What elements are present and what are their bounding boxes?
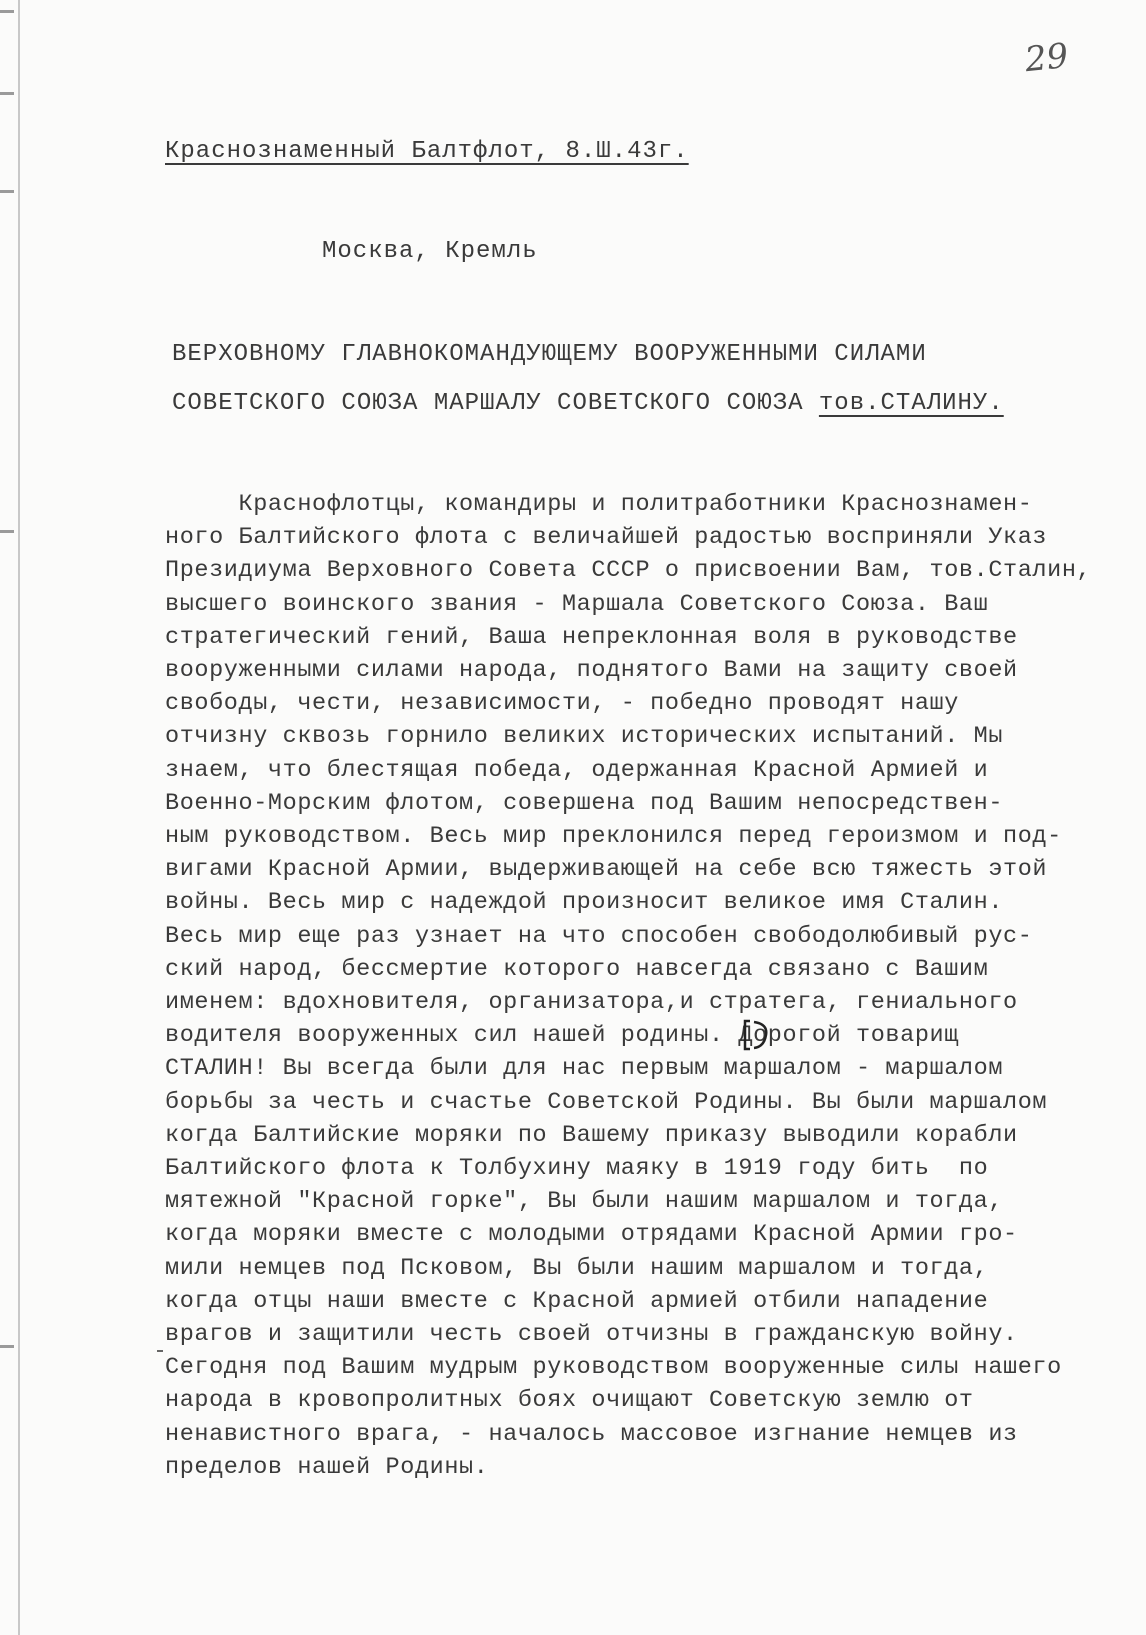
body-line: водителя вооруженных сил нашей родины. Дорогой товарищ	[165, 1022, 959, 1050]
margin-dash-mark	[157, 1350, 163, 1352]
body-line: стратегический гений, Ваша непреклонная воля в руководстве	[165, 623, 1018, 651]
body-line: когда моряки вместе с молодыми отрядами Красной Армии гро-	[165, 1221, 1018, 1249]
body-line: мили немцев под Псковом, Вы были нашим маршалом и тогда,	[165, 1254, 989, 1282]
body-line: знаем, что блестящая победа, одержанная Красной Армией и	[165, 756, 989, 784]
binding-mark	[0, 1345, 14, 1348]
body-line: пределов нашей Родины.	[165, 1453, 489, 1481]
body-line: народа в кровопролитных боях очищают Советскую землю от	[165, 1387, 974, 1415]
body-line: борьбы за честь и счастье Советской Родины. Вы были маршалом	[165, 1088, 1048, 1116]
binding-mark	[0, 530, 14, 533]
page-edge-line	[18, 0, 20, 1635]
body-line: мятежной "Красной горке", Вы были нашим маршалом и тогда,	[165, 1188, 1004, 1216]
addressee-line-2-prefix: СОВЕТСКОГО СОЮЗА МАРШАЛУ СОВЕТСКОГО СОЮЗА	[172, 390, 819, 417]
body-line: СТАЛИН! Вы всегда были для нас первым маршалом - маршалом	[165, 1055, 1004, 1083]
body-line: когда Балтийские моряки по Вашему приказу выводили корабли	[165, 1121, 1018, 1149]
binding-mark	[0, 190, 14, 193]
binding-mark	[0, 10, 14, 13]
header-line: Краснознаменный Балтфлот, 8.Ш.43г.	[165, 138, 689, 165]
body-line: войны. Весь мир с надеждой произносит великое имя Сталин.	[165, 889, 1004, 917]
body-line: ский народ, бессмертие которого навсегда связано с Вашим	[165, 955, 989, 983]
body-line: когда отцы наши вместе с Красной армией отбили нападение	[165, 1287, 989, 1315]
page-number: 29	[1022, 35, 1070, 81]
body-line: ным руководством. Весь мир преклонился перед героизмом и под-	[165, 823, 1062, 851]
body-line: отчизну сквозь горнило великих исторических испытаний. Мы	[165, 723, 1004, 751]
body-line: вигами Красной Армии, выдерживающей на себе всю тяжесть этой	[165, 856, 1048, 884]
body-line: Президиума Верховного Совета СССР о присвоении Вам, тов.Сталин,	[165, 557, 1092, 585]
binding-mark	[0, 92, 14, 95]
handwritten-margin-mark	[742, 1018, 770, 1060]
body-line: Сегодня под Вашим мудрым руководством вооруженные силы нашего	[165, 1354, 1062, 1382]
address-line: Москва, Кремль	[322, 238, 538, 265]
body-line: Весь мир еще раз узнает на что способен свободолюбивый рус-	[165, 922, 1033, 950]
addressee-name: тов.СТАЛИНУ.	[818, 390, 1004, 417]
bracket-mark-icon	[742, 1018, 770, 1052]
body-line: высшего воинского звания - Маршала Советского Союза. Ваш	[165, 590, 989, 618]
body-line: врагов и защитили честь своей отчизны в гражданскую войну.	[165, 1321, 1018, 1349]
body-line: Военно-Морским флотом, совершена под Вашим непосредствен-	[165, 789, 1004, 817]
body-line: ного Балтийского флота с величайшей радостью восприняли Указ	[165, 524, 1048, 552]
addressee-block	[172, 330, 1004, 428]
body-line: Балтийского флота к Толбухину маяку в 1919 году бить по	[165, 1155, 989, 1183]
body-line: Краснофлотцы, командиры и политработники Краснознамен-	[165, 491, 1033, 518]
body-line: ненавистного врага, - началось массовое изгнание немцев из	[165, 1420, 1018, 1448]
addressee-line-2	[172, 379, 1004, 428]
addressee-line-1: ВЕРХОВНОМУ ГЛАВНОКОМАНДУЮЩЕМУ ВООРУЖЕННЫМИ СИЛАМИ	[172, 341, 927, 368]
letter-body	[165, 488, 1091, 1484]
body-line: именем: вдохновителя, организатора,и стратега, гениального	[165, 989, 1018, 1017]
body-line: свободы, чести, независимости, - победно проводят нашу	[165, 690, 959, 718]
body-line: вооруженными силами народа, поднятого Вами на защиту своей	[165, 657, 1018, 685]
